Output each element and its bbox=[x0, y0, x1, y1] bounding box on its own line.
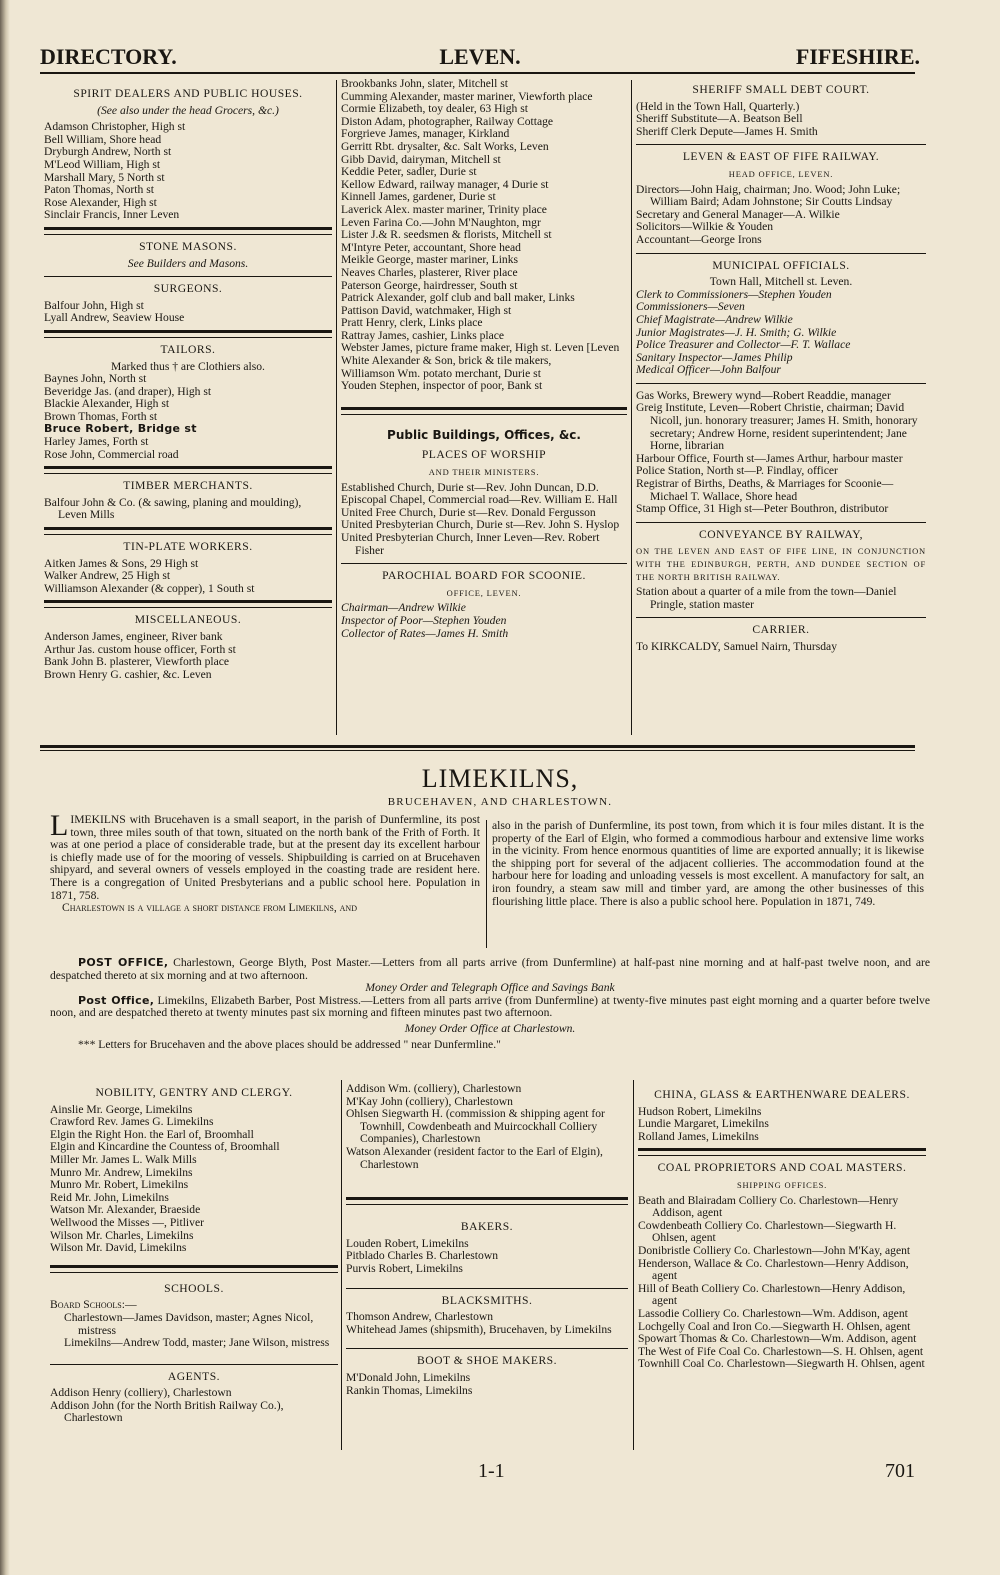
list-item: Hudson Robert, Limekilns bbox=[638, 1104, 762, 1118]
section-heading: MUNICIPAL OFFICIALS. bbox=[712, 258, 850, 272]
spirit-list bbox=[44, 121, 332, 222]
schools-list bbox=[50, 1312, 338, 1350]
section-heading: BLACKSMITHS. bbox=[441, 1293, 533, 1307]
list-item: M'Kay John (colliery), Charlestown bbox=[346, 1094, 513, 1108]
list-item: Dryburgh Andrew, North st bbox=[44, 145, 172, 159]
list-item: Sheriff Clerk Depute—James H. Smith bbox=[636, 124, 818, 138]
list-item: Police Station, North st—P. Findlay, officer bbox=[636, 464, 838, 478]
list-item: Medical Officer—John Balfour bbox=[636, 363, 781, 377]
list-item: Arthur Jas. custom house officer, Forth st bbox=[44, 642, 236, 656]
list-item: Elgin the Right Hon. the Earl of, Broomhall bbox=[50, 1127, 254, 1141]
list-item: Limekilns—Andrew Todd, master; Jane Wilson, mistress bbox=[64, 1336, 330, 1350]
public-buildings-heading: Public Buildings, Offices, &c. bbox=[387, 427, 581, 442]
section-note: (See also under the head Grocers, &c.) bbox=[97, 103, 279, 117]
boot-list bbox=[346, 1372, 628, 1397]
misc-list bbox=[44, 631, 332, 681]
section-heading: TIMBER MERCHANTS. bbox=[123, 479, 253, 493]
list-item: Commissioners—Seven bbox=[636, 300, 745, 314]
list-item: Collector of Rates—James H. Smith bbox=[341, 626, 509, 640]
list-item: Clerk to Commissioners—Stephen Youden bbox=[636, 287, 832, 301]
header-right: FIFESHIRE. bbox=[795, 44, 920, 69]
list-item: Keddie Peter, sadler, Durie st bbox=[341, 165, 477, 179]
section-heading: PAROCHIAL BOARD FOR SCOONIE. bbox=[382, 569, 586, 583]
section-divider bbox=[44, 330, 332, 338]
list-item: Inspector of Poor—Stephen Youden bbox=[341, 613, 507, 627]
section-divider bbox=[346, 1348, 628, 1349]
list-item: Williamson Alexander (& copper), 1 South st bbox=[44, 581, 255, 595]
list-item: Ainslie Mr. George, Limekilns bbox=[50, 1102, 193, 1116]
list-item: M'Leod William, High st bbox=[44, 157, 161, 171]
section-subheading: ON THE LEVEN AND EAST OF FIFE LINE, IN CONJUNCTION WITH THE EDINBURGH, PERTH, AND DUNDEE SECTION OF THE NORTH BRITISH RAILWAY. bbox=[636, 546, 926, 582]
list-item: M'Donald John, Limekilns bbox=[346, 1370, 471, 1384]
list-item: Harbour Office, Fourth st—James Arthur, harbour master bbox=[636, 451, 903, 465]
section-heading: CHINA, GLASS & EARTHENWARE DEALERS. bbox=[654, 1088, 910, 1101]
list-item: Aitken James & Sons, 29 High st bbox=[44, 556, 199, 570]
post-office-label: Post Office, bbox=[78, 993, 155, 1007]
list-item: Townhill Coal Co. Charlestown—Siegwarth H. Ohlsen, agent bbox=[638, 1357, 925, 1371]
list-item: Accountant—George Irons bbox=[636, 232, 762, 246]
section-divider bbox=[50, 1364, 338, 1365]
section-divider bbox=[44, 600, 332, 608]
post-office-text: Limekilns, Elizabeth Barber, Post Mistress.—Letters from all parts arrive (from Dunfermline) at twenty-five minutes past eight morning and a quarter before twelve noon, and are despatched thereto at twenty minutes past six morning and fifteen minutes past two afternoon. bbox=[50, 993, 930, 1020]
list-item: Purvis Robert, Limekilns bbox=[346, 1261, 463, 1275]
section-heading: COAL PROPRIETORS AND COAL MASTERS. bbox=[657, 1161, 907, 1175]
worship-list bbox=[341, 482, 627, 558]
section-heading: TIN-PLATE WORKERS. bbox=[123, 540, 253, 554]
list-item: Gerritt Rbt. drysalter, &c. Salt Works, Leven bbox=[341, 139, 549, 153]
list-item: Laverick Alex. master mariner, Trinity place bbox=[341, 202, 547, 216]
timber-list bbox=[44, 497, 332, 522]
place-title: LIMEKILNS, bbox=[421, 764, 579, 793]
list-item: Marshall Mary, 5 North st bbox=[44, 170, 165, 184]
list-item: Junior Magistrates—J. H. Smith; G. Wilkie bbox=[636, 325, 837, 339]
list-item: Munro Mr. Robert, Limekilns bbox=[50, 1178, 189, 1192]
list-item: Watson Alexander (resident factor to the Earl of Elgin), Charlestown bbox=[346, 1144, 603, 1171]
list-item: Gibb David, dairyman, Mitchell st bbox=[341, 152, 501, 166]
china-list bbox=[638, 1106, 926, 1144]
schools-label: Board Schools:— bbox=[50, 1298, 137, 1312]
section-divider bbox=[341, 407, 627, 415]
section-heading: AGENTS. bbox=[167, 1369, 221, 1383]
list-item: Diston Adam, photographer, Railway Cottage bbox=[341, 114, 554, 128]
column-divider bbox=[486, 820, 487, 948]
column-divider bbox=[631, 80, 632, 735]
list-item: Paton Thomas, North st bbox=[44, 183, 154, 197]
list-item: Spowart Thomas & Co. Charlestown—Wm. Addison, agent bbox=[638, 1332, 917, 1346]
list-item: Brookbanks John, slater, Mitchell st bbox=[341, 77, 508, 90]
post-office-note: Money Order Office at Charlestown. bbox=[404, 1021, 576, 1035]
drop-cap: L bbox=[50, 809, 69, 842]
list-item: Adamson Christopher, High st bbox=[44, 120, 186, 134]
section-divider bbox=[636, 383, 926, 384]
section-heading: CONVEYANCE BY RAILWAY, bbox=[699, 527, 863, 541]
section-subheading: SHIPPING OFFICES. bbox=[736, 1179, 828, 1190]
list-item: Rankin Thomas, Limekilns bbox=[346, 1383, 473, 1397]
intro-right bbox=[492, 820, 924, 908]
agents-list-cont bbox=[346, 1083, 628, 1171]
section-divider bbox=[341, 563, 627, 564]
list-item: Lochgelly Coal and Iron Co.—Siegwarth H. Ohlsen, agent bbox=[638, 1319, 911, 1333]
column-3 bbox=[636, 80, 926, 654]
bold-entry: Bruce Robert, Bridge st bbox=[44, 422, 197, 436]
section-heading: SURGEONS. bbox=[153, 282, 223, 296]
column-divider bbox=[633, 1080, 634, 1450]
list-item: Pitblado Charles B. Charlestown bbox=[346, 1249, 498, 1263]
list-item: Sinclair Francis, Inner Leven bbox=[44, 208, 180, 222]
tailors-list bbox=[44, 373, 332, 423]
section-heading: BAKERS. bbox=[460, 1220, 514, 1234]
section-heading: TAILORS. bbox=[160, 342, 216, 356]
conveyance-entry: Station about a quarter of a mile from the town—Daniel Pringle, station master bbox=[636, 585, 897, 611]
list-item: Meikle George, master mariner, Links bbox=[341, 253, 519, 267]
section-heading: SCHOOLS. bbox=[164, 1281, 224, 1295]
list-item: Rose Alexander, High st bbox=[44, 195, 157, 209]
list-item: United Presbyterian Church, Inner Leven—Rev. Robert Fisher bbox=[341, 531, 600, 557]
list-item: Henderson, Wallace & Co. Charlestown—Henry Addison, agent bbox=[638, 1256, 909, 1283]
list-item: Whitehead James (shipsmith), Brucehaven, by Limekilns bbox=[346, 1322, 612, 1336]
list-item: Blackie Alexander, High st bbox=[44, 397, 170, 411]
section-heading: PLACES OF WORSHIP bbox=[421, 448, 547, 462]
column-2 bbox=[341, 78, 627, 640]
list-item: White Alexander & Son, brick & tile makers, bbox=[341, 354, 552, 368]
column-divider bbox=[341, 1080, 342, 1450]
list-item: Munro Mr. Andrew, Limekilns bbox=[50, 1165, 193, 1179]
carrier-entry: To KIRKCALDY, Samuel Nairn, Thursday bbox=[636, 639, 837, 653]
blacksmiths-list bbox=[346, 1311, 628, 1336]
header-rule bbox=[40, 72, 915, 74]
list-item: Brown Henry G. cashier, &c. Leven bbox=[44, 667, 212, 681]
place-subtitle: BRUCEHAVEN, AND CHARLESTOWN. bbox=[387, 796, 613, 808]
post-office-text: Charlestown, George Blyth, Post Master.—Letters from all parts arrive (from Dunfermline) at half-past nine morning and at half-past twelve noon, and are despatched thereto at six morning and at two afternoon. bbox=[50, 956, 930, 982]
list-item: Ohlsen Siegwarth H. (commission & shipping agent for Townhill, Cowdenbeath and Muircockhall Colliery Companies), Charlestown bbox=[346, 1107, 605, 1146]
list-item: Elgin and Kincardine the Countess of, Broomhall bbox=[50, 1140, 280, 1154]
letters-note: *** Letters for Brucehaven and the above places should be addressed " near Dunfermline." bbox=[78, 1037, 501, 1051]
list-item: Youden Stephen, inspector of poor, Bank st bbox=[341, 379, 543, 393]
board-list bbox=[341, 602, 627, 640]
list-item: Directors—John Haig, chairman; Jno. Wood; John Luke; William Baird; Adam Johnstone; Sir Coutts Lindsay bbox=[636, 182, 901, 209]
list-item: Forgrieve James, manager, Kirkland bbox=[341, 127, 510, 141]
list-item: Leven Farina Co.—John M'Naughton, mgr bbox=[341, 215, 541, 229]
list-item: Bell William, Shore head bbox=[44, 132, 162, 146]
list-item: Balfour John, High st bbox=[44, 298, 144, 312]
list-item: Addison John (for the North British Railway Co.), Charlestown bbox=[50, 1398, 284, 1425]
list-item: M'Intyre Peter, accountant, Shore head bbox=[341, 240, 521, 254]
list-item: Gas Works, Brewery wynd—Robert Readdie, manager bbox=[636, 388, 891, 402]
list-item: Wilson Mr. David, Limekilns bbox=[50, 1241, 187, 1255]
list-item: Rose John, Commercial road bbox=[44, 447, 179, 461]
list-item: Kellow Edward, railway manager, 4 Durie st bbox=[341, 177, 549, 191]
section-rule bbox=[40, 750, 915, 751]
tin-list bbox=[44, 558, 332, 596]
intro-left bbox=[50, 809, 480, 915]
section-divider bbox=[44, 466, 332, 474]
list-item: Paterson George, hairdresser, South st bbox=[341, 278, 518, 292]
sheriff-list bbox=[636, 101, 926, 139]
section-divider bbox=[346, 1197, 628, 1205]
list-item: Miller Mr. James L. Walk Mills bbox=[50, 1152, 197, 1166]
column-divider bbox=[336, 80, 337, 735]
running-header bbox=[40, 44, 920, 74]
list-item: Watson Mr. Alexander, Braeside bbox=[50, 1203, 201, 1217]
surgeons-list bbox=[44, 300, 332, 325]
list-item: Stamp Office, 31 High st—Peter Bouthron, distributor bbox=[636, 502, 889, 516]
section-subheading: AND THEIR MINISTERS. bbox=[428, 467, 540, 478]
section-heading: LEVEN & EAST OF FIFE RAILWAY. bbox=[682, 150, 880, 164]
list-item: Hill of Beath Colliery Co. Charlestown—Henry Addison, agent bbox=[638, 1281, 906, 1308]
list-item: Cormie Elizabeth, toy dealer, 63 High st bbox=[341, 102, 528, 116]
list-item: The West of Fife Coal Co. Charlestown—S. H. Ohlsen, agent bbox=[638, 1344, 924, 1358]
section-divider bbox=[44, 227, 332, 235]
list-item: Addison Wm. (colliery), Charlestown bbox=[346, 1082, 522, 1095]
list-item: Williamson Wm. potato merchant, Durie st bbox=[341, 366, 541, 380]
intro-left-text-2: Charlestown is a village a short distance from Limekilns, and bbox=[62, 901, 357, 915]
section-divider bbox=[44, 527, 332, 535]
list-item: Secretary and General Manager—A. Wilkie bbox=[636, 207, 840, 221]
railway-list bbox=[636, 184, 926, 247]
list-item: (Held in the Town Hall, Quarterly.) bbox=[636, 99, 800, 113]
list-item: Cumming Alexander, master mariner, Viewforth place bbox=[341, 89, 593, 103]
list-item: United Presbyterian Church, Durie st—Rev. John S. Hyslop bbox=[341, 518, 620, 532]
list-item: Sanitary Inspector—James Philip bbox=[636, 350, 793, 364]
section-heading: MISCELLANEOUS. bbox=[134, 613, 242, 627]
intro-right-text: also in the parish of Dunfermline, its post town, from which it is four miles distant. It is the property of the Earl of Elgin, who formed a commodious harbour and extensive lime works in the vicinity. From hence enormous quantities of lime are exported annually; it is likewise the shipping port for several of the adjacent collieries. The accommodation found at the harbour here for loading and unloading vessels is most excellent. A manufactory for salt, an iron foundry, a steam saw mill and timber yard, are among the other businesses of this flourishing little place. There is also a public school here. Population in 1871, 749. bbox=[492, 819, 924, 908]
post-office-block bbox=[50, 957, 930, 1051]
list-item: Thomson Andrew, Charlestown bbox=[346, 1310, 494, 1324]
section-heading: STONE MASONS. bbox=[139, 239, 237, 253]
list-item: Addison Henry (colliery), Charlestown bbox=[50, 1386, 232, 1400]
tailors-list-2 bbox=[44, 436, 332, 461]
list-item: Baynes John, North st bbox=[44, 372, 147, 386]
lower-column-3 bbox=[638, 1085, 926, 1371]
list-item: Established Church, Durie st—Rev. John Duncan, D.D. bbox=[341, 480, 599, 494]
list-item: Balfour John & Co. (& sawing, planing and moulding), Leven Mills bbox=[44, 495, 302, 522]
municipal-list bbox=[636, 289, 926, 377]
bakers-list bbox=[346, 1238, 628, 1276]
section-subheading: OFFICE, LEVEN. bbox=[446, 587, 522, 598]
list-item: Sheriff Substitute—A. Beatson Bell bbox=[636, 112, 803, 126]
list-item: Kinnell James, gardener, Durie st bbox=[341, 190, 496, 204]
list-item: Beveridge Jas. (and draper), High st bbox=[44, 384, 212, 398]
section-rule bbox=[40, 745, 915, 748]
list-item: Donibristle Colliery Co. Charlestown—John M'Kay, agent bbox=[638, 1243, 911, 1257]
lower-column-1 bbox=[50, 1083, 338, 1425]
section-divider bbox=[50, 1265, 338, 1273]
list-item: Louden Robert, Limekilns bbox=[346, 1236, 469, 1250]
list-item: Wilson Mr. Charles, Limekilns bbox=[50, 1228, 194, 1242]
section-note: Marked thus † are Clothiers also. bbox=[111, 359, 265, 373]
list-item: Anderson James, engineer, River bank bbox=[44, 630, 223, 643]
list-item: Greig Institute, Leven—Robert Christie, chairman; David Nicoll, jun. honorary treasurer; James H. Smith, honorary secretary; Andrew Horne, resident superintendent; Jane Horne, librarian bbox=[636, 401, 918, 453]
section-divider bbox=[636, 253, 926, 254]
list-item: Bank John B. plasterer, Viewforth place bbox=[44, 655, 230, 669]
list-item: Lister J.& R. seedsmen & florists, Mitchell st bbox=[341, 228, 552, 242]
list-item: Harley James, Forth st bbox=[44, 435, 149, 449]
list-item: Chief Magistrate—Andrew Wilkie bbox=[636, 312, 793, 326]
list-item: Lassodie Colliery Co. Charlestown—Wm. Addison, agent bbox=[638, 1306, 908, 1320]
list-item: Webster James, picture frame maker, High st. Leven [Leven bbox=[341, 341, 620, 355]
section-heading: NOBILITY, GENTRY AND CLERGY. bbox=[95, 1086, 293, 1099]
list-item: Rattray James, cashier, Links place bbox=[341, 328, 505, 342]
list-item: Walker Andrew, 25 High st bbox=[44, 569, 171, 583]
list-item: Charlestown—James Davidson, master; Agnes Nicol, mistress bbox=[64, 1310, 314, 1337]
post-office-note: Money Order and Telegraph Office and Savings Bank bbox=[365, 981, 615, 995]
section-divider bbox=[638, 1148, 926, 1156]
coal-list bbox=[638, 1195, 926, 1371]
list-item: Registrar of Births, Deaths, & Marriages for Scoonie—Michael T. Wallace, Shore head bbox=[636, 477, 894, 503]
list-item: Lyall Andrew, Seaview House bbox=[44, 311, 185, 325]
list-item: United Free Church, Durie st—Rev. Donald Fergusson bbox=[341, 505, 596, 519]
section-divider bbox=[636, 617, 926, 618]
section-heading: CARRIER. bbox=[752, 623, 810, 637]
misc-list-cont bbox=[341, 78, 627, 393]
list-item: Police Treasurer and Collector—F. T. Wallace bbox=[636, 338, 851, 352]
list-item: Crawford Rev. James G. Limekilns bbox=[50, 1115, 214, 1129]
list-item: Lundie Margaret, Limekilns bbox=[638, 1117, 769, 1131]
signature-mark: 1-1 bbox=[478, 1460, 505, 1482]
list-item: Rolland James, Limekilns bbox=[638, 1129, 759, 1143]
list-item: Pattison David, watchmaker, High st bbox=[341, 303, 512, 317]
list-item: Brown Thomas, Forth st bbox=[44, 409, 158, 423]
section-divider bbox=[44, 276, 332, 277]
other-offices-list bbox=[636, 390, 926, 516]
section-heading: SPIRIT DEALERS AND PUBLIC HOUSES. bbox=[73, 87, 303, 100]
list-item: Chairman—Andrew Wilkie bbox=[341, 601, 466, 615]
column-1 bbox=[44, 84, 332, 681]
post-office-label: POST OFFICE, bbox=[78, 956, 169, 969]
page-number: 701 bbox=[885, 1460, 915, 1482]
section-heading: SHERIFF SMALL DEBT COURT. bbox=[692, 83, 870, 96]
nobility-list bbox=[50, 1104, 338, 1255]
header-center: LEVEN. bbox=[439, 44, 521, 69]
list-item: Beath and Blairadam Colliery Co. Charlestown—Henry Addison, agent bbox=[638, 1193, 899, 1220]
section-heading: BOOT & SHOE MAKERS. bbox=[416, 1354, 558, 1368]
list-item: Solicitors—Wilkie & Youden bbox=[636, 220, 774, 234]
list-item: Patrick Alexander, golf club and ball maker, Links bbox=[341, 291, 575, 305]
list-item: Reid Mr. John, Limekilns bbox=[50, 1190, 169, 1204]
section-note: Town Hall, Mitchell st. Leven. bbox=[709, 275, 853, 289]
intro-left-text: IMEKILNS with Brucehaven is a small seaport, in the parish of Dunfermline, its post town, three miles south of that town, situated on the north bank of the Frith of Forth. It was at one period a place of considerable trade, but at the present day its excellent harbour is chiefly made use of for the mooring of vessels. Shipbuilding is carried on at Brucehaven shipyard, and several owners of vessels employed in the coasting trade are resident here. There is a congregation of United Presbyterians and a public school here. Population in 1871, 758. bbox=[50, 813, 480, 902]
agents-list bbox=[50, 1387, 338, 1425]
list-item: Cowdenbeath Colliery Co. Charlestown—Siegwarth H. Ohlsen, agent bbox=[638, 1218, 897, 1245]
list-item: Wellwood the Misses —, Pitliver bbox=[50, 1215, 204, 1229]
list-item: Episcopal Chapel, Commercial road—Rev. William E. Hall bbox=[341, 493, 618, 507]
section-divider bbox=[636, 144, 926, 145]
section-divider bbox=[346, 1288, 628, 1289]
header-left: DIRECTORY. bbox=[40, 44, 177, 69]
lower-column-2 bbox=[346, 1083, 628, 1397]
section-note: See Builders and Masons. bbox=[127, 256, 249, 270]
section-divider bbox=[636, 522, 926, 523]
list-item: Pratt Henry, clerk, Links place bbox=[341, 316, 483, 330]
section-subheading: HEAD OFFICE, LEVEN. bbox=[728, 168, 834, 179]
list-item: Neaves Charles, plasterer, River place bbox=[341, 265, 518, 279]
